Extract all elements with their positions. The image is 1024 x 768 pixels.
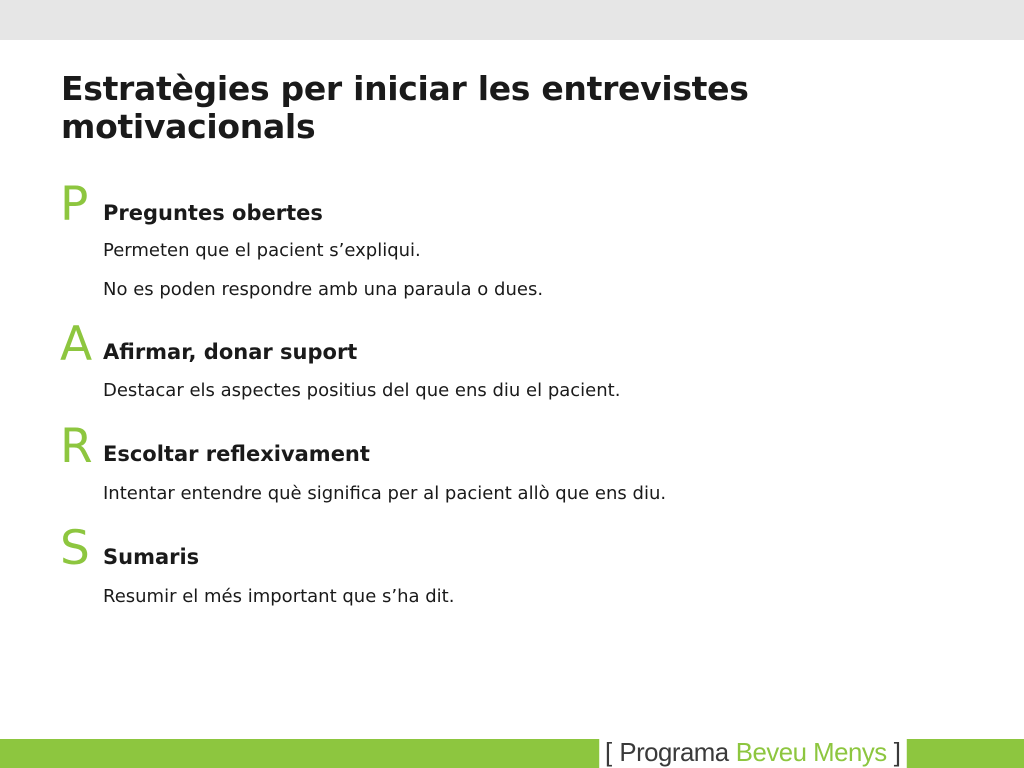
- pars-letter-p: P: [60, 177, 89, 232]
- brand-word-programa: Programa: [619, 737, 729, 767]
- slide-title-line-1: Estratègies per iniciar les entrevistes: [61, 69, 749, 108]
- slide-title: [61, 70, 961, 146]
- pars-heading-p: Preguntes obertes: [103, 201, 323, 225]
- slide-title-line-2: motivacionals: [61, 107, 316, 146]
- pars-heading-r: Escoltar reflexivament: [103, 442, 370, 466]
- brand-logo: [599, 737, 907, 768]
- pars-line: Intentar entendre què significa per al pacient allò que ens diu.: [103, 483, 667, 504]
- pars-line: No es poden respondre amb una paraula o dues.: [103, 279, 544, 300]
- pars-line: Destacar els aspectes positius del que ens diu el pacient.: [103, 380, 621, 401]
- brand-bracket-close: ]: [893, 737, 901, 767]
- pars-letter-s: S: [60, 521, 90, 576]
- pars-line: Resumir el més important que s’ha dit.: [103, 586, 455, 607]
- pars-letter-r: R: [60, 419, 93, 474]
- pars-letter-a: A: [60, 317, 93, 372]
- top-bar: [0, 0, 1024, 40]
- brand-bracket-open: [: [605, 737, 613, 767]
- pars-heading-s: Sumaris: [103, 545, 200, 569]
- brand-word-beveu-menys: Beveu Menys: [735, 737, 887, 767]
- pars-line: Permeten que el pacient s’expliqui.: [103, 240, 421, 261]
- pars-heading-a: Afirmar, donar suport: [103, 340, 358, 364]
